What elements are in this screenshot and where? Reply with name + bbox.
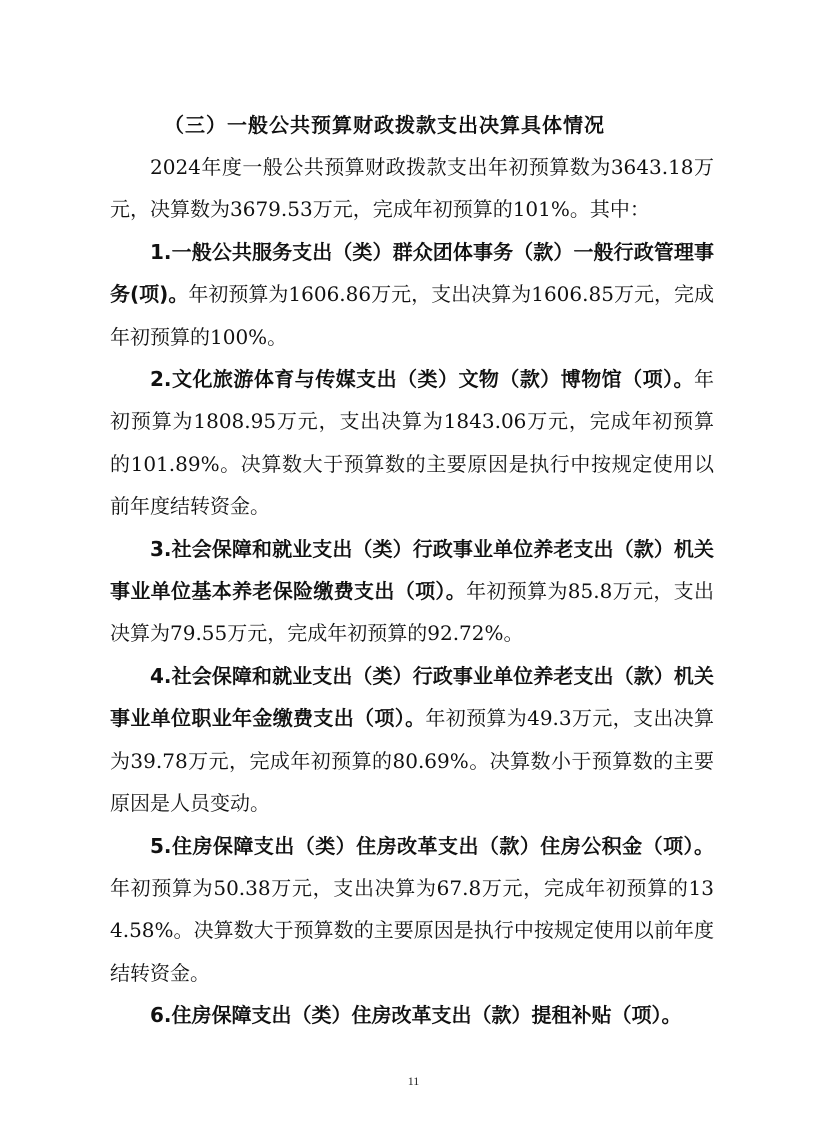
item-5-body: 年初预算为50.38万元，支出决算为67.8万元，完成年初预算的134.58%。决算数大于预算数的主要原因是执行中按规定使用以前年度结转资金。 [110,875,714,985]
item-6 [110,994,714,1036]
item-2 [110,358,714,528]
item-5 [110,825,714,995]
item-4-body: 年初预算为49.3万元，支出决算为39.78万元，完成年初预算的80.69%。决算数小于预算数的主要原因是人员变动。 [110,706,715,816]
item-3 [110,528,714,655]
item-4-lead: 4.社会保障和就业支出（类）行政事业单位养老支出（款）机关事业单位职业年金缴费支出（项）。 [110,663,714,731]
item-1 [110,231,714,358]
item-4 [110,655,714,825]
page-number: 11 [407,1074,420,1088]
section-heading: （三）一般公共预算财政拨款支出决算具体情况 [164,113,605,137]
item-1-lead: 1.一般公共服务支出（类）群众团体事务（款）一般行政管理事务(项)。 [110,239,714,307]
item-3-lead: 3.社会保障和就业支出（类）行政事业单位养老支出（款）机关事业单位基本养老保险缴费支出（项）。 [110,536,714,604]
item-3-body: 年初预算为85.8万元，支出决算为79.55万元，完成年初预算的92.72%。 [110,579,715,646]
item-2-body: 年初预算为1808.95万元，支出决算为1843.06万元，完成年初预算的101.89%。决算数大于预算数的主要原因是执行中按规定使用以前年度结转资金。 [110,367,714,519]
item-5-lead: 5.住房保障支出（类）住房改革支出（款）住房公积金（项）。 [150,833,714,858]
item-1-body: 年初预算为1606.86万元，支出决算为1606.85万元，完成年初预算的100%。 [110,282,714,349]
intro-paragraph: 2024年度一般公共预算财政拨款支出年初预算数为3643.18万元，决算数为3679.53万元，完成年初预算的101%。其中： [110,155,714,222]
document-page [110,104,714,1037]
item-6-lead: 6.住房保障支出（类）住房改革支出（款）提租补贴（项）。 [150,1003,682,1028]
item-2-lead: 2.文化旅游体育与传媒支出（类）文物（款）博物馆（项）。 [150,367,694,392]
